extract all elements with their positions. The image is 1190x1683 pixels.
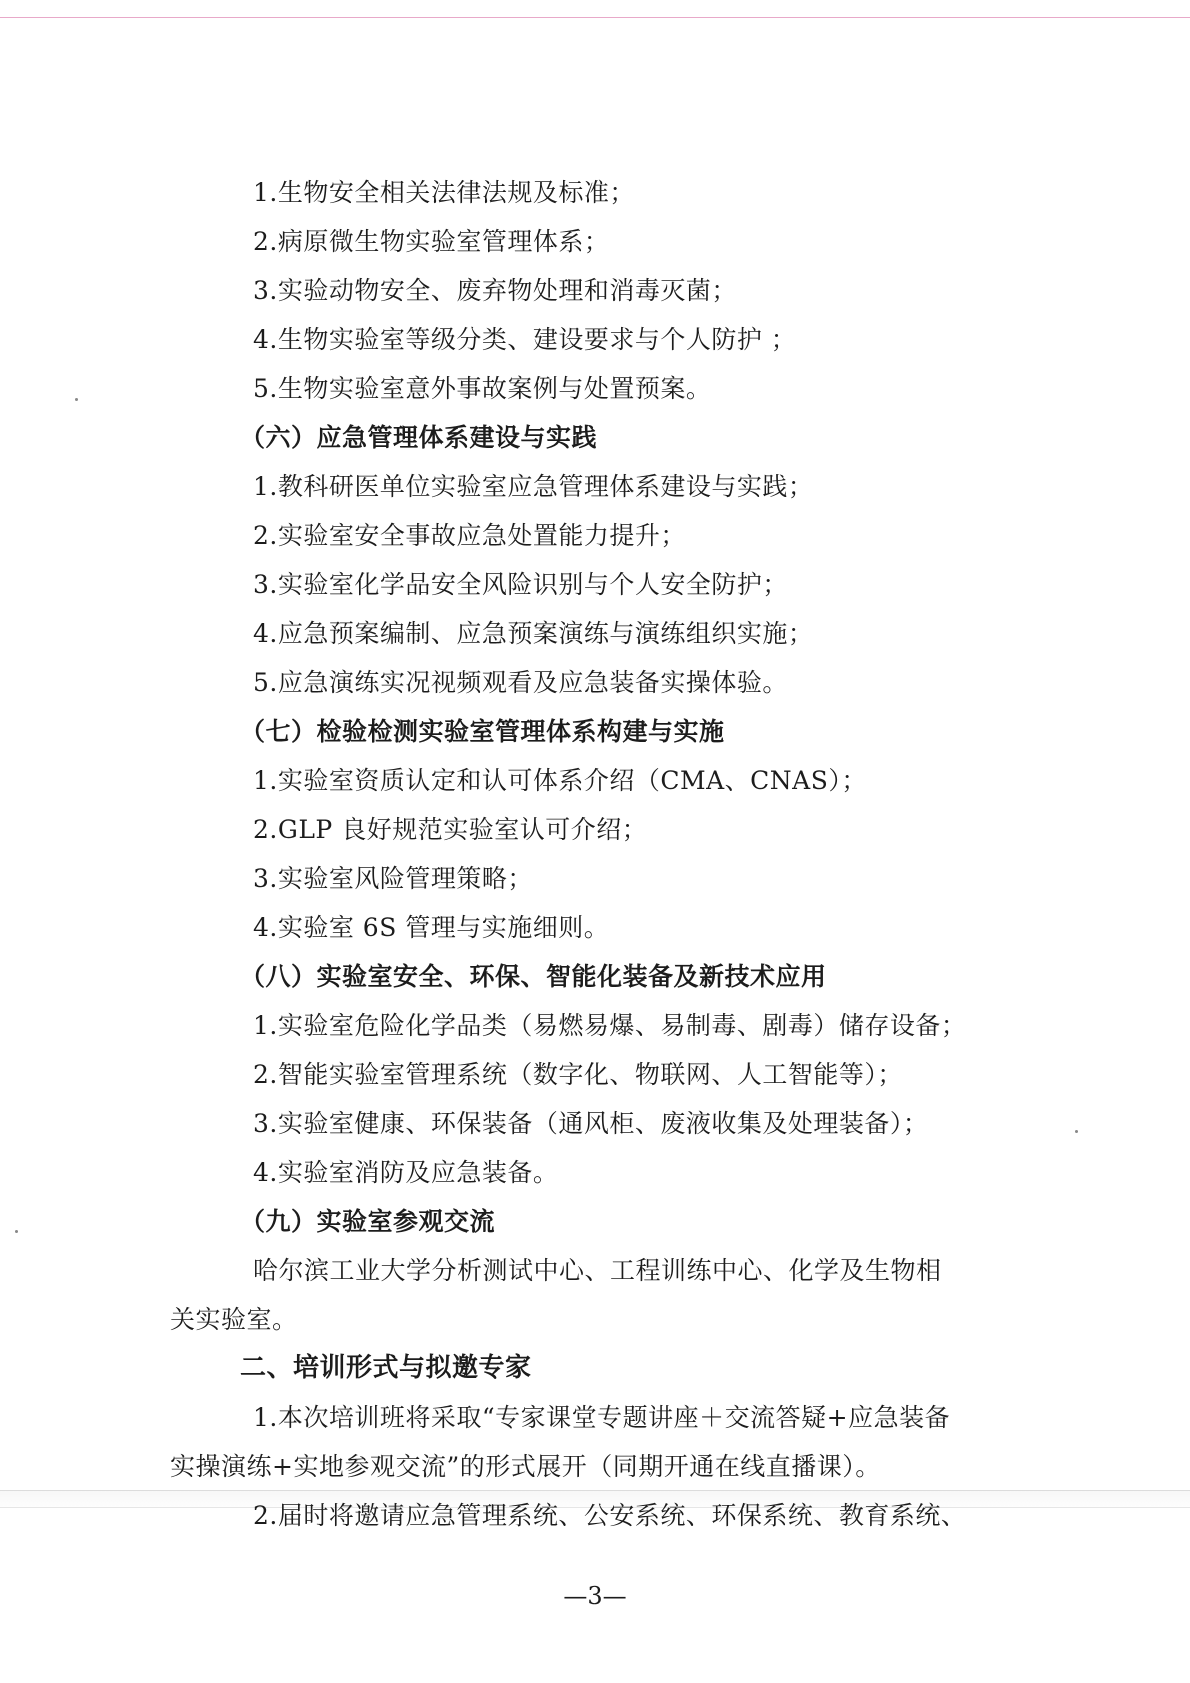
list-item: 3.实验室风险管理策略； xyxy=(253,864,533,893)
paragraph-line: 2.届时将邀请应急管理系统、公安系统、环保系统、教育系统、 xyxy=(253,1501,967,1530)
list-item: 2.智能实验室管理系统（数字化、物联网、人工智能等）； xyxy=(253,1060,903,1089)
list-item: 3.实验室化学品安全风险识别与个人安全防护； xyxy=(253,570,788,599)
paragraph-line: 实操演练+实地参观交流”的形式展开（同期开通在线直播课）。 xyxy=(170,1452,881,1481)
paragraph-line: 1.本次培训班将采取“专家课堂专题讲座＋交流答疑+应急装备 xyxy=(253,1403,951,1432)
list-item: 4.实验室消防及应急装备。 xyxy=(253,1158,559,1187)
page-number: —3— xyxy=(563,1582,627,1610)
subheading-8: （八）实验室安全、环保、智能化装备及新技术应用 xyxy=(240,962,827,991)
scan-speck xyxy=(75,398,78,401)
list-item: 1.生物安全相关法律法规及标准； xyxy=(253,178,635,207)
subheading-9: （九）实验室参观交流 xyxy=(240,1207,496,1236)
list-item: 5.生物实验室意外事故案例与处置预案。 xyxy=(253,374,712,403)
paragraph-line: 哈尔滨工业大学分析测试中心、工程训练中心、化学及生物相 xyxy=(253,1256,942,1285)
list-item: 2.病原微生物实验室管理体系； xyxy=(253,227,610,256)
paragraph-line: 关实验室。 xyxy=(170,1305,298,1334)
document-body xyxy=(170,168,1030,1540)
section-title-2: 二、培训形式与拟邀专家 xyxy=(240,1353,532,1383)
list-item: 3.实验室健康、环保装备（通风柜、废液收集及处理装备）； xyxy=(253,1109,929,1138)
top-border-line xyxy=(0,17,1190,18)
list-item: 2.GLP 良好规范实验室认可介绍； xyxy=(253,815,648,844)
list-item: 4.应急预案编制、应急预案演练与演练组织实施； xyxy=(253,619,814,648)
list-item: 1.实验室资质认定和认可体系介绍（CMA、CNAS）； xyxy=(253,766,867,795)
list-item: 1.教科研医单位实验室应急管理体系建设与实践； xyxy=(253,472,814,501)
list-item: 4.实验室 6S 管理与实施细则。 xyxy=(253,913,610,942)
list-item: 1.实验室危险化学品类（易燃易爆、易制毒、剧毒）储存设备； xyxy=(253,1011,967,1040)
list-item: 4.生物实验室等级分类、建设要求与个人防护 ； xyxy=(253,325,797,354)
list-item: 3.实验动物安全、废弃物处理和消毒灭菌； xyxy=(253,276,737,305)
scan-speck xyxy=(15,1230,18,1233)
subheading-7: （七）检验检测实验室管理体系构建与实施 xyxy=(240,717,725,746)
list-item: 5.应急演练实况视频观看及应急装备实操体验。 xyxy=(253,668,788,697)
scan-speck xyxy=(1075,1130,1078,1133)
subheading-6: （六）应急管理体系建设与实践 xyxy=(240,423,598,452)
list-item: 2.实验室安全事故应急处置能力提升； xyxy=(253,521,686,550)
